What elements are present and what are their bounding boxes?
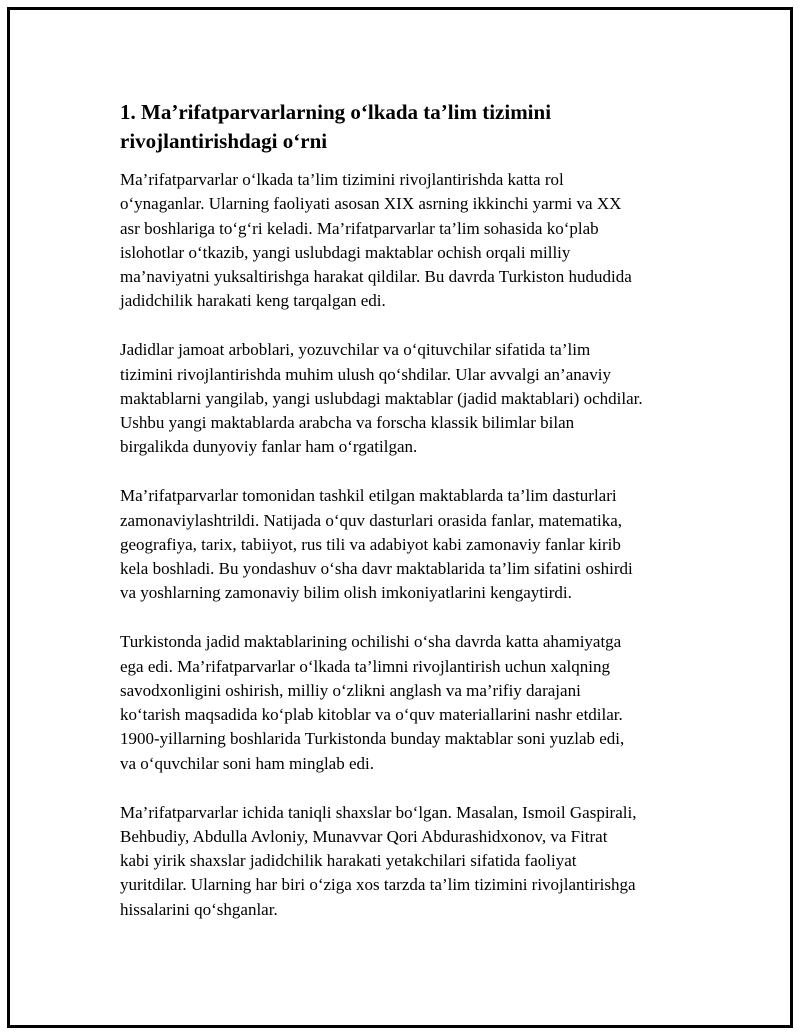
text-line: savodxonligini oshirish, milliy o‘zlikni anglash va ma’rifiy darajani: [120, 680, 581, 700]
heading-line: 1. Ma’rifatparvarlarning o‘lkada ta’lim tizimini: [120, 100, 552, 124]
text-line: o‘ynaganlar. Ularning faoliyati asosan XIX asrning ikkinchi yarmi va XX: [120, 194, 622, 214]
document-body: [120, 98, 695, 947]
text-line: Behbudiy, Abdulla Avloniy, Munavvar Qori Abdurashidxonov, va Fitrat: [120, 826, 608, 846]
text-line: va o‘quvchilar soni ham minglab edi.: [120, 753, 374, 773]
text-line: hissalarini qo‘shganlar.: [120, 899, 278, 919]
section-heading: [120, 98, 695, 156]
text-line: Ma’rifatparvarlar ichida taniqli shaxslar bo‘lgan. Masalan, Ismoil Gaspirali,: [120, 802, 637, 822]
text-line: kabi yirik shaxslar jadidchilik harakati yetakchilari sifatida faoliyat: [120, 851, 577, 871]
text-line: va yoshlarning zamonaviy bilim olish imkoniyatlarini kengaytirdi.: [120, 583, 572, 603]
heading-line: rivojlantirishdagi o‘rni: [120, 129, 328, 153]
paragraph-1: [120, 168, 695, 314]
text-line: maktablarni yangilab, yangi uslubdagi maktablar (jadid maktablari) ochdilar.: [120, 388, 643, 408]
text-line: geografiya, tarix, tabiiyot, rus tili va adabiyot kabi zamonaviy fanlar kirib: [120, 534, 621, 554]
text-line: Turkistonda jadid maktablarining ochilishi o‘sha davrda katta ahamiyatga: [120, 632, 622, 652]
text-line: Ushbu yangi maktablarda arabcha va forscha klassik bilimlar bilan: [120, 413, 575, 433]
text-line: ega edi. Ma’rifatparvarlar o‘lkada ta’limni rivojlantirish uchun xalqning: [120, 656, 610, 676]
text-line: Jadidlar jamoat arboblari, yozuvchilar va o‘qituvchilar sifatida ta’lim: [120, 340, 591, 360]
text-line: ko‘tarish maqsadida ko‘plab kitoblar va o‘quv materiallarini nashr etdilar.: [120, 705, 623, 725]
text-line: ma’naviyatni yuksaltirishga harakat qildilar. Bu davrda Turkiston hududida: [120, 267, 632, 287]
page-frame: [7, 7, 793, 1028]
paragraph-4: [120, 630, 695, 776]
text-line: islohotlar o‘tkazib, yangi uslubdagi maktablar ochish orqali milliy: [120, 242, 571, 262]
text-line: 1900-yillarning boshlarida Turkistonda bunday maktablar soni yuzlab edi,: [120, 729, 625, 749]
text-line: asr boshlariga to‘g‘ri keladi. Ma’rifatparvarlar ta’lim sohasida ko‘plab: [120, 218, 599, 238]
paragraph-5: [120, 801, 695, 922]
text-line: Ma’rifatparvarlar tomonidan tashkil etilgan maktablarda ta’lim dasturlari: [120, 486, 617, 506]
text-line: jadidchilik harakati keng tarqalgan edi.: [120, 291, 386, 311]
text-line: kela boshladi. Bu yondashuv o‘sha davr maktablarida ta’lim sifatini oshirdi: [120, 559, 633, 579]
paragraph-2: [120, 338, 695, 459]
text-line: yuritdilar. Ularning har biri o‘ziga xos tarzda ta’lim tizimini rivojlantirishga: [120, 875, 636, 895]
text-line: birgalikda dunyoviy fanlar ham o‘rgatilgan.: [120, 437, 418, 457]
text-line: tizimini rivojlantirishda muhim ulush qo‘shdilar. Ular avvalgi an’anaviy: [120, 364, 612, 384]
text-line: Ma’rifatparvarlar o‘lkada ta’lim tizimini rivojlantirishda katta rol: [120, 170, 564, 189]
paragraph-3: [120, 484, 695, 605]
text-line: zamonaviylashtrildi. Natijada o‘quv dasturlari orasida fanlar, matematika,: [120, 510, 623, 530]
